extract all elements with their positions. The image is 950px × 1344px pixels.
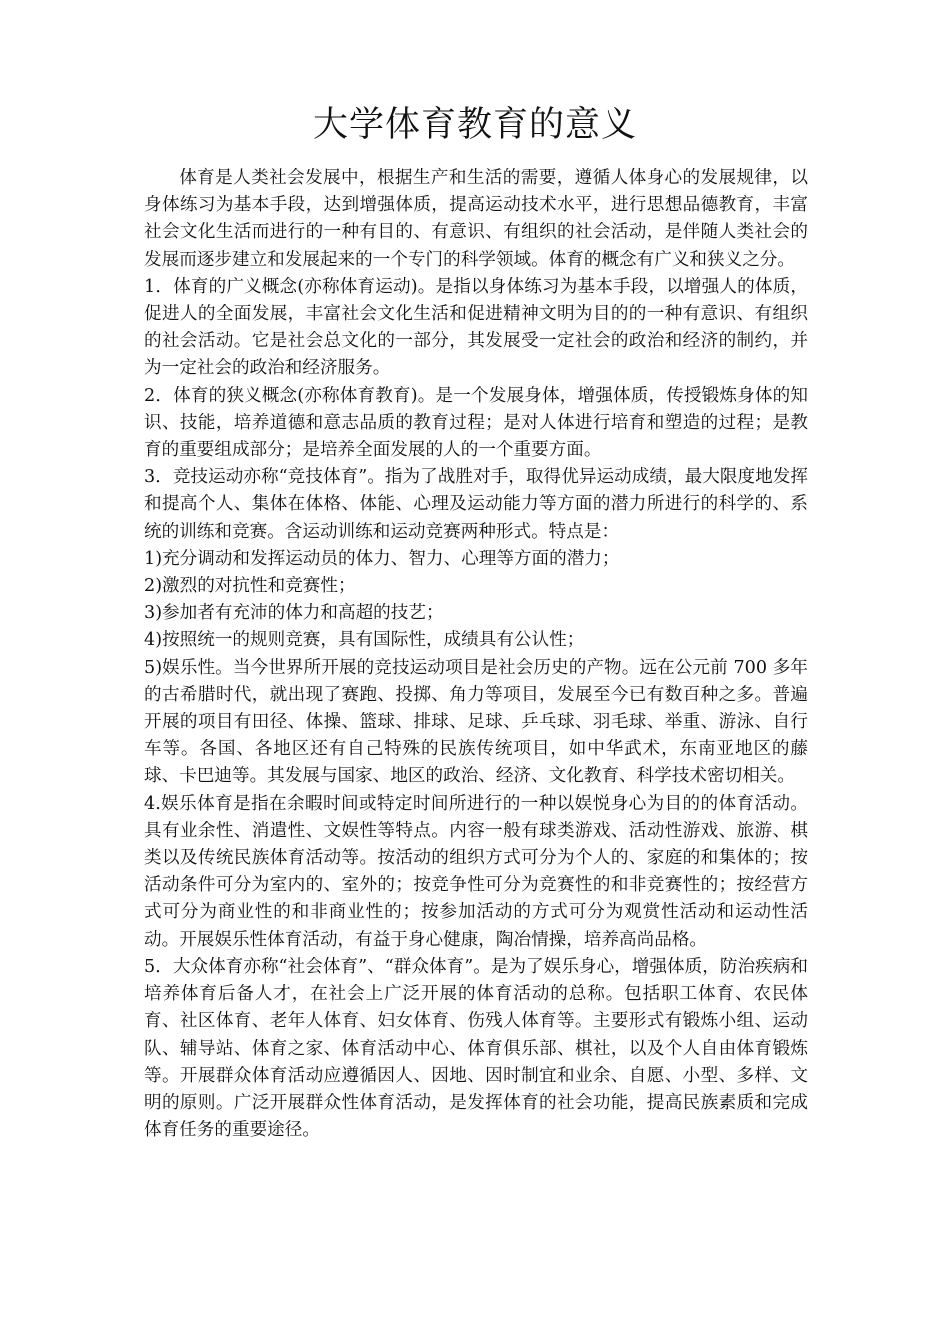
document-body [144,165,808,1144]
list-item-feature-1: 1)充分调动和发挥运动员的体力、智力、心理等方面的潜力； [144,548,620,569]
paragraph-competitive-sports: 3．竞技运动亦称“竞技体育”。指为了战胜对手，取得优异运动成绩，最大限度地发挥和提高个人、集体在体格、体能、心理及运动能力等方面的潜力所进行的科学的、系统的训练和竞赛。含运动训练和运动竞赛两种形式。特点是： [144,467,808,542]
paragraph-recreational-sports: 4.娱乐体育是指在余暇时间或特定时间所进行的一种以娱悦身心为目的的体育活动。具有业余性、消遣性、文娱性等特点。内容一般有球类游戏、活动性游戏、旅游、棋类以及传统民族体育活动等。按活动的组织方式可分为个人的、家庭的和集体的；按活动条件可分为室内的、室外的；按竞争性可分为竞赛性的和非竞赛性的；按经营方式可分为商业性的和非商业性的；按参加活动的方式可分为观赏性活动和运动性活动。开展娱乐性体育活动，有益于身心健康，陶冶情操，培养高尚品格。 [144,793,808,950]
paragraph-intro: 体育是人类社会发展中，根据生产和生活的需要，遵循人体身心的发展规律，以身体练习为基本手段，达到增强体质，提高运动技术水平，进行思想品德教育，丰富社会文化生活而进行的一种有目的、有意识、有组织的社会活动，是伴随人类社会的发展而逐步建立和发展起来的一个专门的科学领域。体育的概念有广义和狭义之分。 [144,168,808,270]
paragraph-narrow-concept: 2．体育的狭义概念(亦称体育教育)。是一个发展身体，增强体质，传授锻炼身体的知识、技能，培养道德和意志品质的教育过程；是对人体进行培育和塑造的过程；是教育的重要组成部分；是培养全面发展的人的一个重要方面。 [144,385,808,461]
list-item-feature-4: 4)按照统一的规则竞赛，具有国际性，成绩具有公认性； [144,630,585,651]
paragraph-broad-concept: 1．体育的广义概念(亦称体育运动)。是指以身体练习为基本手段，以增强人的体质，促进人的全面发展，丰富社会文化生活和促进精神文明为目的的一种有意识、有组织的社会活动。它是社会总文化的一部分，其发展受一定社会的政治和经济的制约，并为一定社会的政治和经济服务。 [144,276,808,379]
list-item-feature-5: 5)娱乐性。当今世界所开展的竞技运动项目是社会历史的产物。远在公元前 700 多年的古希腊时代，就出现了赛跑、投掷、角力等项目，发展至今已有数百种之多。普遍开展的项目有田径、体操、篮球、排球、足球、乒乓球、羽毛球、举重、游泳、自行车等。各国、各地区还有自己特殊的民族传统项目，如中华武术，东南亚地区的藤球、卡巴迪等。其发展与国家、地区的政治、经济、文化教育、科学技术密切相关。 [144,657,808,787]
document-title: 大学体育教育的意义 [312,105,637,145]
list-item-feature-2: 2)激烈的对抗性和竞赛性； [144,576,356,597]
paragraph-mass-sports: 5．大众体育亦称“社会体育”、“群众体育”。是为了娱乐身心，增强体质，防治疾病和培养体育后备人才，在社会上广泛开展的体育活动的总称。包括职工体育、农民体育、社区体育、老年人体育、妇女体育、伤残人体育等。主要形式有锻炼小组、运动队、辅导站、体育之家、体育活动中心、体育俱乐部、棋社，以及个人自由体育锻炼等。开展群众体育活动应遵循因人、因地、因时制宜和业余、自愿、小型、多样、文明的原则。广泛开展群众性体育活动，是发挥体育的社会功能，提高民族素质和完成体育任务的重要途径。 [144,956,808,1141]
list-item-feature-3: 3)参加者有充沛的体力和高超的技艺； [144,603,444,624]
